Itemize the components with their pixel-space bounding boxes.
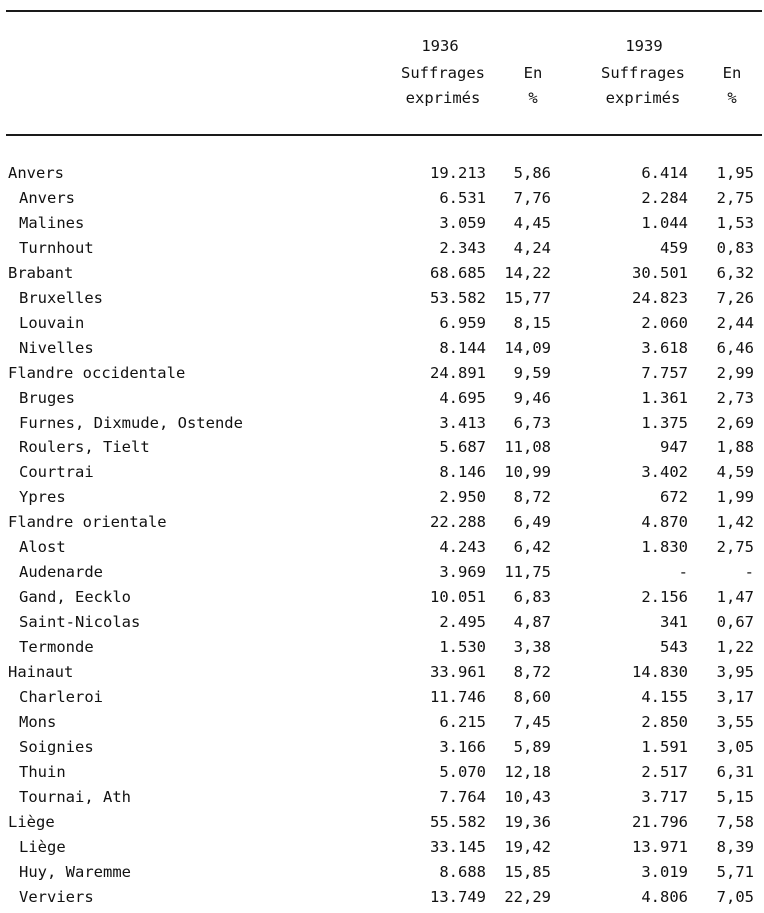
arrondissement-row bbox=[0, 585, 764, 610]
region-name: Soignies bbox=[19, 737, 94, 756]
percent-1936: 3,38 bbox=[513, 638, 551, 657]
votes-1939: 1.375 bbox=[641, 413, 688, 432]
region-name: Thuin bbox=[19, 762, 66, 781]
percent-1936: 10,99 bbox=[504, 463, 551, 482]
percent-1936: 8,72 bbox=[513, 663, 551, 682]
votes-1936: 22.288 bbox=[430, 513, 486, 532]
votes-1939: 3.019 bbox=[641, 862, 688, 881]
arrondissement-row bbox=[0, 560, 764, 585]
votes-1936: 6.959 bbox=[439, 313, 486, 332]
region-name: Roulers, Tielt bbox=[19, 438, 150, 457]
region-name: Saint-Nicolas bbox=[19, 613, 141, 632]
province-row bbox=[0, 810, 764, 835]
percent-1936: 6,73 bbox=[513, 413, 551, 432]
region-name: Gand, Eecklo bbox=[19, 588, 131, 607]
votes-1936: 8.688 bbox=[439, 862, 486, 881]
region-name: Louvain bbox=[19, 313, 85, 332]
exprimes-label: exprimés bbox=[605, 89, 681, 107]
arrondissement-row bbox=[0, 635, 764, 660]
votes-1939: 1.591 bbox=[641, 737, 688, 756]
province-row bbox=[0, 660, 764, 685]
region-name: Flandre orientale bbox=[8, 513, 167, 532]
arrondissement-row bbox=[0, 336, 764, 361]
pct-label: % bbox=[727, 89, 737, 107]
votes-1936: 2.495 bbox=[439, 613, 486, 632]
arrondissement-row bbox=[0, 885, 764, 910]
arrondissement-row bbox=[0, 411, 764, 436]
percent-1939: 7,05 bbox=[716, 887, 754, 906]
arrondissement-row bbox=[0, 785, 764, 810]
region-name: Tournai, Ath bbox=[19, 787, 131, 806]
votes-1936: 1.530 bbox=[439, 638, 486, 657]
arrondissement-row bbox=[0, 710, 764, 735]
region-name: Nivelles bbox=[19, 338, 94, 357]
exprimes-label: exprimés bbox=[405, 89, 481, 107]
region-name: Mons bbox=[19, 712, 57, 731]
votes-1936: 10.051 bbox=[430, 588, 486, 607]
region-name: Ypres bbox=[19, 488, 66, 507]
region-name: Anvers bbox=[19, 188, 75, 207]
percent-1939: 0,83 bbox=[716, 238, 754, 257]
region-name: Turnhout bbox=[19, 238, 94, 257]
province-row bbox=[0, 161, 764, 186]
arrondissement-row bbox=[0, 485, 764, 510]
votes-1936: 6.215 bbox=[439, 712, 486, 731]
percent-1939: 2,75 bbox=[716, 538, 754, 557]
votes-1939: 3.717 bbox=[641, 787, 688, 806]
percent-1936: 9,46 bbox=[513, 388, 551, 407]
percent-1936: 5,86 bbox=[513, 164, 551, 182]
percent-1939: 6,32 bbox=[716, 263, 754, 282]
votes-1936: 53.582 bbox=[430, 288, 486, 307]
suffrages-label: Suffrages bbox=[401, 64, 485, 82]
arrondissement-row bbox=[0, 186, 764, 211]
region-name: Verviers bbox=[19, 887, 94, 906]
percent-1939: 3,55 bbox=[716, 712, 754, 731]
percent-1939: 6,46 bbox=[716, 338, 754, 357]
votes-1936: 33.145 bbox=[430, 837, 486, 856]
percent-1936: 4,24 bbox=[513, 238, 551, 257]
percent-1936: 7,45 bbox=[513, 712, 551, 731]
percent-1936: 8,15 bbox=[513, 313, 551, 332]
percent-1936: 5,89 bbox=[513, 737, 551, 756]
region-name: Brabant bbox=[8, 263, 74, 282]
votes-1939: 2.284 bbox=[641, 188, 688, 207]
votes-1939: 1.361 bbox=[641, 388, 688, 407]
percent-1939: 2,75 bbox=[716, 188, 754, 207]
votes-1939: 3.618 bbox=[641, 338, 688, 357]
votes-1939: 2.156 bbox=[641, 588, 688, 607]
percent-1939: 2,69 bbox=[716, 413, 754, 432]
votes-1939: 14.830 bbox=[632, 663, 688, 682]
votes-1939: 341 bbox=[660, 613, 688, 632]
percent-1936: 14,22 bbox=[504, 263, 551, 282]
votes-1939: 4.155 bbox=[641, 688, 688, 707]
votes-1939: 2.850 bbox=[641, 712, 688, 731]
arrondissement-row bbox=[0, 236, 764, 261]
percent-1939: 1,95 bbox=[716, 164, 754, 182]
percent-1939: 8,39 bbox=[716, 837, 754, 856]
province-row bbox=[0, 361, 764, 386]
votes-1936: 4.695 bbox=[439, 388, 486, 407]
region-name: Anvers bbox=[8, 164, 64, 182]
votes-1936: 5.687 bbox=[439, 438, 486, 457]
votes-1936: 11.746 bbox=[430, 688, 486, 707]
arrondissement-row bbox=[0, 610, 764, 635]
arrondissement-row bbox=[0, 735, 764, 760]
en-label: En bbox=[523, 64, 543, 82]
votes-1939: 6.414 bbox=[641, 164, 688, 182]
percent-1939: 1,22 bbox=[716, 638, 754, 657]
region-name: Huy, Waremme bbox=[19, 862, 131, 881]
region-name: Alost bbox=[19, 538, 66, 557]
en-label: En bbox=[722, 64, 742, 82]
votes-1939: 30.501 bbox=[632, 263, 688, 282]
arrondissement-row bbox=[0, 211, 764, 236]
votes-1939: 672 bbox=[660, 488, 688, 507]
votes-1936: 33.961 bbox=[430, 663, 486, 682]
percent-1936: 19,36 bbox=[504, 812, 551, 831]
suffrages-label: Suffrages bbox=[601, 64, 685, 82]
votes-1939: 543 bbox=[660, 638, 688, 657]
table-body bbox=[0, 161, 764, 910]
percent-1939: 1,88 bbox=[716, 438, 754, 457]
top-rule bbox=[6, 10, 762, 12]
percent-1936: 10,43 bbox=[504, 787, 551, 806]
col-1936-suffrages-header bbox=[388, 61, 498, 111]
region-name: Audenarde bbox=[19, 563, 103, 582]
region-name: Liège bbox=[19, 837, 66, 856]
arrondissement-row bbox=[0, 535, 764, 560]
percent-1936: 11,08 bbox=[504, 438, 551, 457]
percent-1939: 1,53 bbox=[716, 213, 754, 232]
percent-1936: 6,49 bbox=[513, 513, 551, 532]
percent-1939: 3,17 bbox=[716, 688, 754, 707]
region-name: Courtrai bbox=[19, 463, 94, 482]
percent-1936: 9,59 bbox=[513, 363, 551, 382]
region-name: Charleroi bbox=[19, 688, 103, 707]
percent-1936: 19,42 bbox=[504, 837, 551, 856]
arrondissement-row bbox=[0, 835, 764, 860]
votes-1936: 7.764 bbox=[439, 787, 486, 806]
percent-1939: 2,99 bbox=[716, 363, 754, 382]
votes-1936: 6.531 bbox=[439, 188, 486, 207]
percent-1939: 5,15 bbox=[716, 787, 754, 806]
votes-1936: 2.343 bbox=[439, 238, 486, 257]
col-1939-pct-header bbox=[712, 61, 752, 111]
votes-1939: - bbox=[678, 563, 688, 582]
votes-1939: 947 bbox=[660, 438, 688, 457]
col-1939-suffrages-header bbox=[588, 61, 698, 111]
percent-1939: 7,58 bbox=[716, 812, 754, 831]
percent-1939: 2,44 bbox=[716, 313, 754, 332]
votes-1936: 3.969 bbox=[439, 563, 486, 582]
arrondissement-row bbox=[0, 435, 764, 460]
votes-1939: 2.517 bbox=[641, 762, 688, 781]
percent-1939: 3,95 bbox=[716, 663, 754, 682]
votes-1939: 459 bbox=[660, 238, 688, 257]
votes-1936: 5.070 bbox=[439, 762, 486, 781]
votes-1939: 13.971 bbox=[632, 837, 688, 856]
header-rule bbox=[6, 134, 762, 136]
percent-1936: 12,18 bbox=[504, 762, 551, 781]
votes-1936: 4.243 bbox=[439, 538, 486, 557]
percent-1939: 1,47 bbox=[716, 588, 754, 607]
votes-1939: 4.870 bbox=[641, 513, 688, 532]
votes-1936: 2.950 bbox=[439, 488, 486, 507]
percent-1936: 15,85 bbox=[504, 862, 551, 881]
region-name: Hainaut bbox=[8, 663, 74, 682]
percent-1939: 2,73 bbox=[716, 388, 754, 407]
percent-1936: 8,60 bbox=[513, 688, 551, 707]
percent-1936: 8,72 bbox=[513, 488, 551, 507]
province-row bbox=[0, 261, 764, 286]
percent-1939: 1,42 bbox=[716, 513, 754, 532]
region-name: Bruges bbox=[19, 388, 75, 407]
percent-1936: 15,77 bbox=[504, 288, 551, 307]
votes-1936: 3.166 bbox=[439, 737, 486, 756]
votes-1939: 7.757 bbox=[641, 363, 688, 382]
percent-1936: 6,42 bbox=[513, 538, 551, 557]
arrondissement-row bbox=[0, 386, 764, 411]
percent-1936: 14,09 bbox=[504, 338, 551, 357]
percent-1936: 6,83 bbox=[513, 588, 551, 607]
votes-1939: 4.806 bbox=[641, 887, 688, 906]
percent-1936: 11,75 bbox=[504, 563, 551, 582]
votes-1936: 8.144 bbox=[439, 338, 486, 357]
votes-1939: 24.823 bbox=[632, 288, 688, 307]
percent-1939: 7,26 bbox=[716, 288, 754, 307]
year-1936-header: 1936 bbox=[421, 37, 459, 55]
pct-label: % bbox=[528, 89, 538, 107]
region-name: Flandre occidentale bbox=[8, 363, 186, 382]
year-1939-header: 1939 bbox=[625, 37, 663, 55]
percent-1939: 3,05 bbox=[716, 737, 754, 756]
arrondissement-row bbox=[0, 860, 764, 885]
votes-1939: 3.402 bbox=[641, 463, 688, 482]
arrondissement-row bbox=[0, 760, 764, 785]
votes-1939: 1.830 bbox=[641, 538, 688, 557]
votes-1939: 21.796 bbox=[632, 812, 688, 831]
percent-1939: 0,67 bbox=[716, 613, 754, 632]
percent-1939: 4,59 bbox=[716, 463, 754, 482]
votes-1936: 24.891 bbox=[430, 363, 486, 382]
percent-1936: 22,29 bbox=[504, 887, 551, 906]
region-name: Liège bbox=[8, 812, 55, 831]
percent-1939: 5,71 bbox=[716, 862, 754, 881]
percent-1939: 1,99 bbox=[716, 488, 754, 507]
arrondissement-row bbox=[0, 685, 764, 710]
percent-1939: - bbox=[744, 563, 754, 582]
percent-1936: 7,76 bbox=[513, 188, 551, 207]
region-name: Malines bbox=[19, 213, 85, 232]
province-row bbox=[0, 510, 764, 535]
votes-1936: 3.413 bbox=[439, 413, 486, 432]
votes-1936: 3.059 bbox=[439, 213, 486, 232]
votes-1939: 2.060 bbox=[641, 313, 688, 332]
arrondissement-row bbox=[0, 286, 764, 311]
votes-1936: 68.685 bbox=[430, 263, 486, 282]
votes-1936: 8.146 bbox=[439, 463, 486, 482]
votes-1936: 13.749 bbox=[430, 887, 486, 906]
votes-1939: 1.044 bbox=[641, 213, 688, 232]
percent-1936: 4,45 bbox=[513, 213, 551, 232]
col-1936-pct-header bbox=[513, 61, 553, 111]
region-name: Termonde bbox=[19, 638, 94, 657]
region-name: Furnes, Dixmude, Ostende bbox=[19, 413, 243, 432]
region-name: Bruxelles bbox=[19, 288, 103, 307]
votes-1936: 19.213 bbox=[430, 164, 486, 182]
arrondissement-row bbox=[0, 311, 764, 336]
percent-1939: 6,31 bbox=[716, 762, 754, 781]
votes-1936: 55.582 bbox=[430, 812, 486, 831]
percent-1936: 4,87 bbox=[513, 613, 551, 632]
arrondissement-row bbox=[0, 460, 764, 485]
